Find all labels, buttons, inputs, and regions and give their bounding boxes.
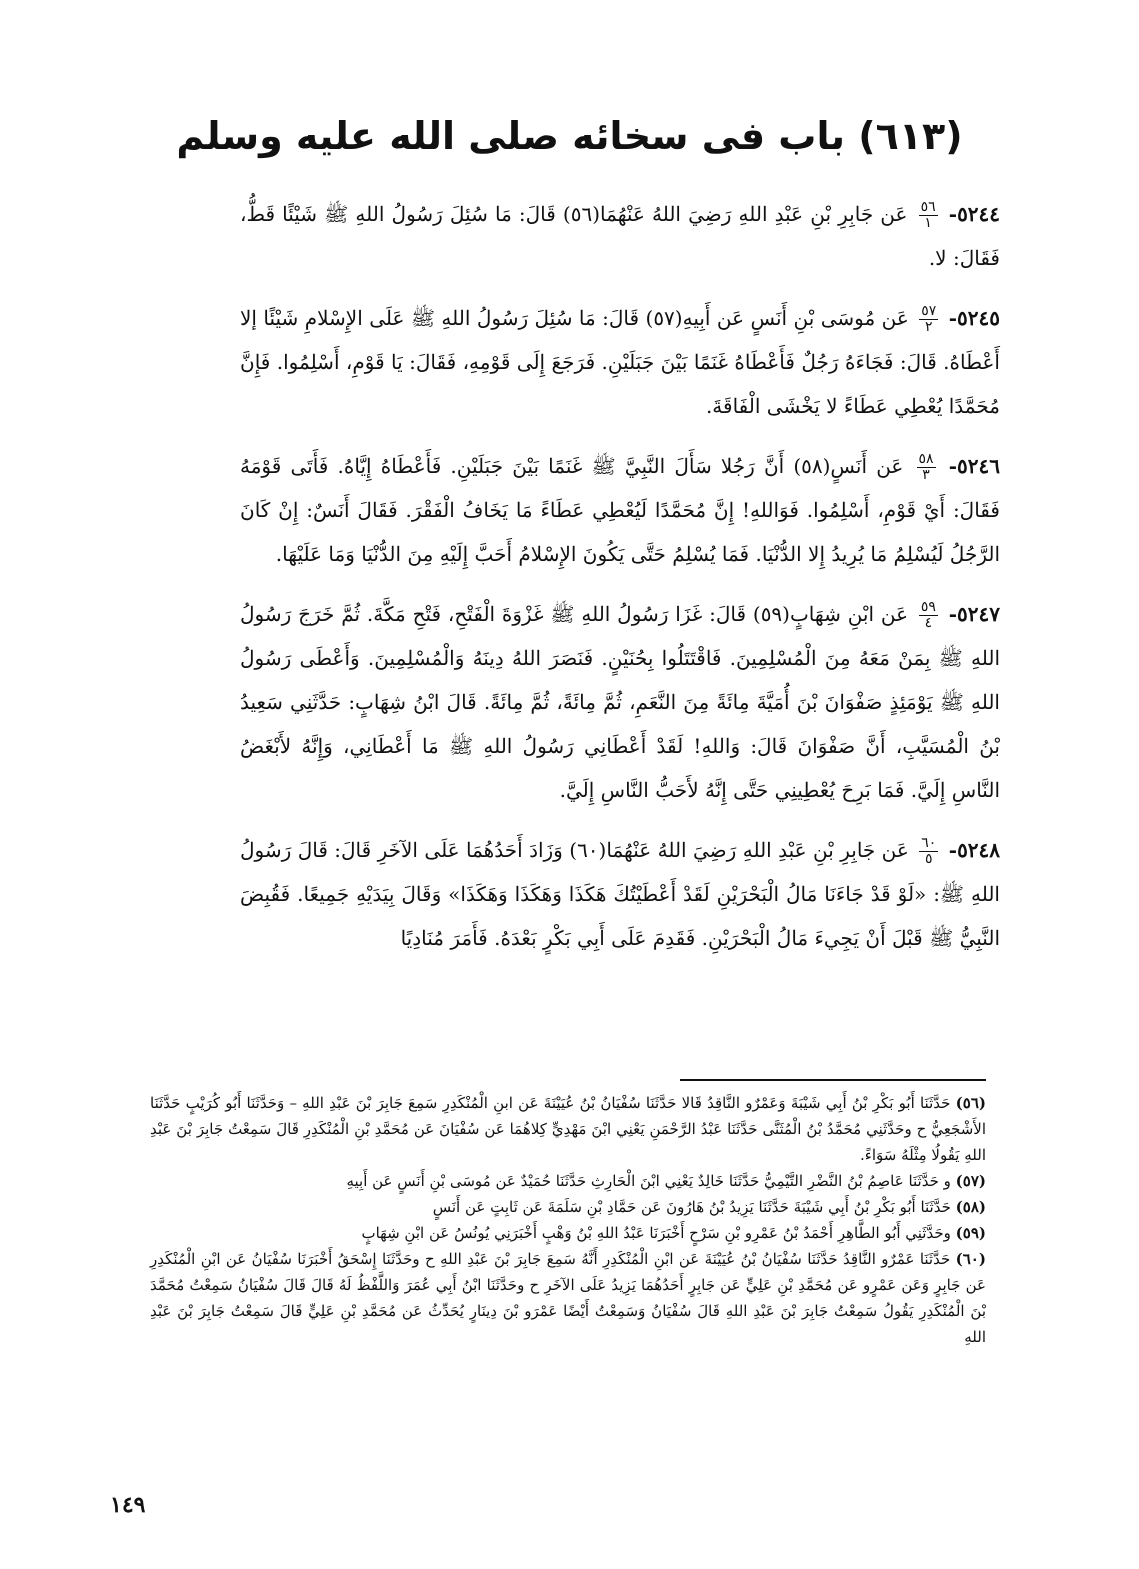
hadith-text: عَن مُوسَى بْنِ أَنَسٍ عَن أَبِيهِ(٥٧) قَالَ: مَا سُئِلَ رَسُولُ اللهِ ﷺ عَلَى الإِسْلامِ شَيْئًا إلا أَعْطَاهُ. قَالَ: فَجَاءَهُ رَجُلٌ فَأَعْطَاهُ غَنَمًا بَيْنَ جَبَلَيْنِ. فَرَجَعَ إِلَى قَوْمِهِ، فَقَالَ: يَا قَوْمِ، أَسْلِمُوا. فَإِنَّ مُحَمَّدًا يُعْطِي عَطَاءً لا يَخْشَى الْفَاقَةَ. xyxy=(240,306,1000,418)
hadith-number: ٥٢٤٨- xyxy=(948,838,1001,862)
footnote-text: حَدَّثَنَا أَبُو بَكْرِ بْنُ أَبِي شَيْبَةَ وَعَمْرٌو النَّاقِدُ قَالا حَدَّثَنَا سُفْيَانُ بْنُ عُيَيْنَةَ عَن ابنِ الْمُنْكَدِرِ سَمِعَ جَابِرَ بْنَ عَبْدِ اللهِ – وَحَدَّثَنَا أَبُو كُرَيْبٍ حَدَّثَنَا الأَشْجَعِيُّ ح وحَدَّثَنِي مُحَمَّدُ بْنُ الْمُثَنَّى حَدَّثَنَا عَبْدُ الرَّحْمَنِ يَعْنِي ابْنَ مَهْدِيٍّ كِلاهُمَا عَن سُفْيَانَ عَن مُحَمَّدِ بْنِ الْمُنْكَدِرِ قَالَ سَمِعْتُ جَابِرَ بْنَ عَبْدِ اللهِ يَقُولُا مِثْلَهُ سَوَاءً. xyxy=(150,1094,986,1164)
footnote-mark: (٥٨) xyxy=(955,1198,986,1216)
reference-numerator: ٦٠ xyxy=(921,835,937,851)
reference-denominator: ٢ xyxy=(925,319,933,335)
hadith-5248 xyxy=(240,828,1000,960)
hadith-reference xyxy=(919,304,938,335)
hadith-reference xyxy=(919,600,938,631)
hadith-reference xyxy=(919,836,938,867)
hadith-text: عَن أَنَسٍ(٥٨) أَنَّ رَجُلا سَأَلَ النَّبِيَّ ﷺ غَنَمًا بَيْنَ جَبَلَيْنِ. فَأَعْطَاهُ إِيَّاهُ. فَأَتَى قَوْمَهُ فَقَالَ: أَيْ قَوْمِ، أَسْلِمُوا. فَوَاللهِ! إِنَّ مُحَمَّدًا لَيُعْطِي عَطَاءً مَا يَخَافُ الْفَقْرَ. فَقَالَ أَنَسٌ: إِنْ كَانَ الرَّجُلُ لَيُسْلِمُ مَا يُرِيدُ إِلا الدُّنْيَا. فَمَا يُسْلِمُ حَتَّى يَكُونَ الإِسْلامُ أَحَبَّ إِلَيْهِ مِنَ الدُّنْيَا وَمَا عَلَيْهَا. xyxy=(240,454,1000,566)
hadith-5247 xyxy=(240,592,1000,812)
footnote-text: حَدَّثَنَا عَمْرٌو النَّاقِدُ حَدَّثَنَا سُفْيَانُ بْنُ عُيَيْنَةَ عَن ابْنِ الْمُنْكَدِرِ أَنَّهُ سَمِعَ جَابِرَ بْنَ عَبْدِ اللهِ ح وحَدَّثَنَا إِسْحَقُ أَخْبَرَنَا سُفْيَانُ عَن ابْنِ الْمُنْكَدِرِ عَن جَابِرٍ وَعَن عَمْرٍو عَن مُحَمَّدِ بْنِ عَلِيٍّ عَن جَابِرٍ أَحَدُهُمَا يَزِيدُ عَلَى الآخَرِ ح وحَدَّثَنَا ابْنُ أَبِي عُمَرَ وَاللَّفْظُ لَهُ قَالَ قَالَ سُفْيَانُ سَمِعْتُ مُحَمَّدَ بْنَ الْمُنْكَدِرِ يَقُولُ سَمِعْتُ جَابِرَ بْنَ عَبْدِ اللهِ قَالَ سُفْيَانُ وَسَمِعْتُ أَيْضًا عَمْرَو بْنَ دِينَارٍ يُحَدِّثُ عَن مُحَمَّدِ بْنِ عَلِيٍّ قَالَ سَمِعْتُ جَابِرَ بْنَ عَبْدِ اللهِ xyxy=(150,1250,986,1346)
reference-numerator: ٥٧ xyxy=(921,303,937,319)
footnote-57 xyxy=(150,1168,986,1194)
hadith-5244 xyxy=(240,192,1000,280)
hadith-reference xyxy=(919,200,938,231)
hadith-number: ٥٢٤٧- xyxy=(948,602,1001,626)
footnote-text: و حَدَّثَنَا عَاصِمُ بْنُ النَّضْرِ التَّيْمِيُّ حَدَّثَنَا خَالِدٌ يَعْنِي ابْنَ الْحَارِثِ حَدَّثَنَا حُمَيْدٌ عَن مُوسَى بْنِ أَنَسٍ عَن أَبِيهِ xyxy=(346,1172,951,1190)
reference-numerator: ٥٦ xyxy=(920,199,936,215)
reference-numerator: ٥٨ xyxy=(918,451,934,467)
footnote-60 xyxy=(150,1246,986,1350)
footnote-mark: (٦٠) xyxy=(955,1250,986,1268)
footnote-text: وحَدَّثَنِي أَبُو الطَّاهِرِ أَحْمَدُ بْنُ عَمْرِو بْنِ سَرْحٍ أَخْبَرَنَا عَبْدُ اللهِ بْنُ وَهْبٍ أَخْبَرَنِي يُونُسُ عَن ابْنِ شِهَابٍ xyxy=(361,1224,951,1242)
hadith-reference xyxy=(917,452,936,483)
hadith-text: عَن جَابِرِ بْنِ عَبْدِ اللهِ رَضِيَ اللهُ عَنْهُمَا(٥٦) قَالَ: مَا سُئِلَ رَسُولُ اللهِ ﷺ شَيْئًا قَطُّ، فَقَالَ: لا. xyxy=(240,202,1000,270)
hadith-number: ٥٢٤٥- xyxy=(948,306,1001,330)
footnote-mark: (٥٧) xyxy=(955,1172,986,1190)
hadith-number: ٥٢٤٤- xyxy=(948,202,1001,226)
footnote-mark: (٥٦) xyxy=(955,1094,986,1112)
page-number: ١٤٩ xyxy=(110,1492,146,1518)
hadith-number: ٥٢٤٦- xyxy=(948,454,1000,478)
footnote-text: حَدَّثَنَا أَبُو بَكْرِ بْنُ أَبِي شَيْبَةَ حَدَّثَنَا يَزِيدُ بْنُ هَارُونَ عَن حَمَّادِ بْنِ سَلَمَةَ عَن ثَابِتٍ عَن أَنَسٍ xyxy=(432,1198,951,1216)
reference-denominator: ٣ xyxy=(922,467,930,483)
chapter-title: (٦١٣) باب فى سخائه صلى الله عليه وسلم xyxy=(176,114,963,158)
reference-denominator: ٤ xyxy=(924,615,933,631)
hadith-list xyxy=(240,192,1000,976)
footnote-mark: (٥٩) xyxy=(955,1224,986,1242)
footnotes xyxy=(150,1090,986,1350)
hadith-text: عَن ابْنِ شِهَابٍ(٥٩) قَالَ: غَزَا رَسُولُ اللهِ ﷺ غَزْوَةَ الْفَتْحِ، فَتْحِ مَكَّةَ. ثُمَّ خَرَجَ رَسُولُ اللهِ ﷺ بِمَنْ مَعَهُ مِنَ الْمُسْلِمِينَ. فَاقْتَتَلُوا بِحُنَيْنٍ. فَنَصَرَ اللهُ دِينَهُ وَالْمُسْلِمِينَ. وَأَعْطَى رَسُولُ اللهِ ﷺ يَوْمَئِذٍ صَفْوَانَ بْنَ أُمَيَّةَ مِائَةً مِنَ النَّعَمِ، ثُمَّ مِائَةً، ثُمَّ مِائَةً. قَالَ ابْنُ شِهَابٍ: حَدَّثَنِي سَعِيدُ بْنُ الْمُسَيَّبِ، أَنَّ صَفْوَانَ قَالَ: وَاللهِ! لَقَدْ أَعْطَانِي رَسُولُ اللهِ ﷺ مَا أَعْطَانِي، وَإِنَّهُ لأَبْغَضُ النَّاسِ إِلَيَّ. فَمَا بَرِحَ يُعْطِينِي حَتَّى إِنَّهُ لأَحَبُّ النَّاسِ إِلَيَّ. xyxy=(240,602,1001,802)
footnote-56 xyxy=(150,1090,986,1168)
footnote-divider xyxy=(680,1079,986,1081)
footnote-59 xyxy=(150,1220,986,1246)
reference-denominator: ٥ xyxy=(925,851,933,867)
footnote-58 xyxy=(150,1194,986,1220)
hadith-text: عَن جَابِرِ بْنِ عَبْدِ اللهِ رَضِيَ اللهُ عَنْهُمَا(٦٠) وَزَادَ أَحَدُهُمَا عَلَى الآخَرِ قَالَ: قَالَ رَسُولُ اللهِ ﷺ: «لَوْ قَدْ جَاءَنَا مَالُ الْبَحْرَيْنِ لَقَدْ أَعْطَيْتُكَ هَكَذَا وَهَكَذَا وَهَكَذَا» وَقَالَ بِيَدَيْهِ جَمِيعًا. فَقُبِضَ النَّبِيُّ ﷺ قَبْلَ أَنْ يَجِيءَ مَالُ الْبَحْرَيْنِ. فَقَدِمَ عَلَى أَبِي بَكْرٍ بَعْدَهُ. فَأَمَرَ مُنَادِيًا xyxy=(240,838,1000,950)
reference-denominator: ١ xyxy=(924,215,932,231)
hadith-5245 xyxy=(240,296,1000,428)
reference-numerator: ٥٩ xyxy=(920,599,936,615)
hadith-5246 xyxy=(240,444,1000,576)
